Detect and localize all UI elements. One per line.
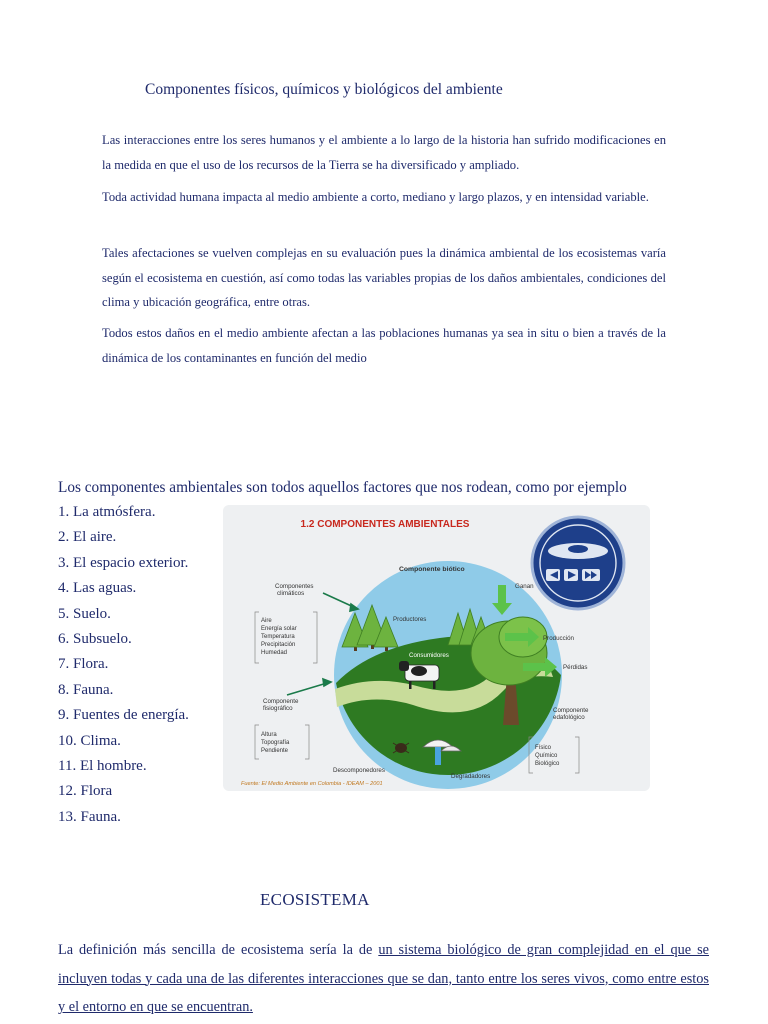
biotic-label: Componente biótico [399, 566, 465, 573]
list-item: 9. Fuentes de energía. [58, 707, 189, 724]
physio-items: Altura Topografía Pendiente [261, 732, 290, 754]
consumers-label: Consumidores [409, 652, 449, 659]
components-intro: Los componentes ambientales son todos aquellos factores que nos rodean, como por ejemplo [58, 479, 627, 496]
ecosystem-definition-intro: La definición más sencilla de ecosistema sería la de [58, 942, 379, 958]
list-item: 8. Fauna. [58, 681, 114, 698]
paragraph-complexity: Tales afectaciones se vuelven complejas en su evaluación pues la dinámica ambiental de los ecosistemas varía según el ecosistema en cuestión, así como todas las variables propias de los daños ambientales, condiciones del clima y ubicación geográfica, entre otras. [102, 246, 666, 309]
section-title: Componentes físicos, químicos y biológicos del ambiente [145, 81, 503, 98]
edaphic-label: Componente edafológico [553, 707, 589, 721]
list-item: 3. El espacio exterior. [58, 554, 189, 571]
degraders-label: Degradadores [451, 773, 491, 780]
decomposers-label: Descomponedores [333, 767, 385, 774]
list-item: 1. La atmósfera. [58, 504, 156, 520]
climatic-label: Componentes climáticos [275, 583, 314, 597]
media-badge [532, 517, 624, 609]
edaphic-items: Físico Químico Biológico [535, 745, 560, 767]
list-item: 7. Flora. [58, 656, 109, 673]
list-item: 5. Suelo. [58, 605, 111, 622]
list-item: 4. Las aguas. [58, 580, 137, 597]
paragraph-interactions: Las interacciones entre los seres humanos y el ambiente a lo largo de la historia han sufrido modificaciones en la medida en que el uso de los recursos de la Tierra se ha diversificado y ampliado. [102, 133, 666, 172]
physio-label: Componente fisiográfico [263, 698, 299, 712]
figure-title: 1.2 COMPONENTES AMBIENTALES [300, 519, 470, 530]
producers-label: Productores [393, 616, 427, 623]
list-item: 6. Subsuelo. [58, 630, 132, 647]
figure-source: Fuente: El Medio Ambiente en Colombia - IDEAM – 2001 [241, 781, 383, 787]
list-item: 12. Flora [58, 783, 113, 800]
ecosystem-definition-underlined: un sistema biológico de gran complejidad en el que se incluyen todas y cada una de las diferentes interacciones que se dan, tanto entre los seres vivos, como entre estos y el entorno en que se encuentran. [58, 942, 709, 1016]
production-label: Producción [543, 635, 574, 642]
paragraph-impact: Toda actividad humana impacta al medio ambiente a corto, mediano y largo plazos, y en intensidad variable. [102, 190, 649, 204]
list-item: 10. Clima. [58, 732, 121, 749]
ecosystem-heading: ECOSISTEMA [260, 890, 370, 909]
losses-label: Pérdidas [563, 664, 588, 671]
components-list [58, 500, 189, 830]
list-item: 2. El aire. [58, 529, 117, 546]
paragraph-damages: Todos estos daños en el medio ambiente afectan a las poblaciones humanas ya sea in situ o bien a través de la dinámica de los contaminantes en función del medio [102, 326, 666, 365]
beetle-icon [393, 743, 409, 753]
gains-label: Ganan [515, 583, 534, 590]
list-item: 13. Fauna. [58, 808, 121, 825]
environmental-components-figure [223, 505, 650, 791]
list-item: 11. El hombre. [58, 757, 147, 774]
ecosystem-definition [58, 936, 709, 1022]
climatic-items: Aire Energía solar Temperatura Precipitación Humedad [261, 618, 297, 656]
